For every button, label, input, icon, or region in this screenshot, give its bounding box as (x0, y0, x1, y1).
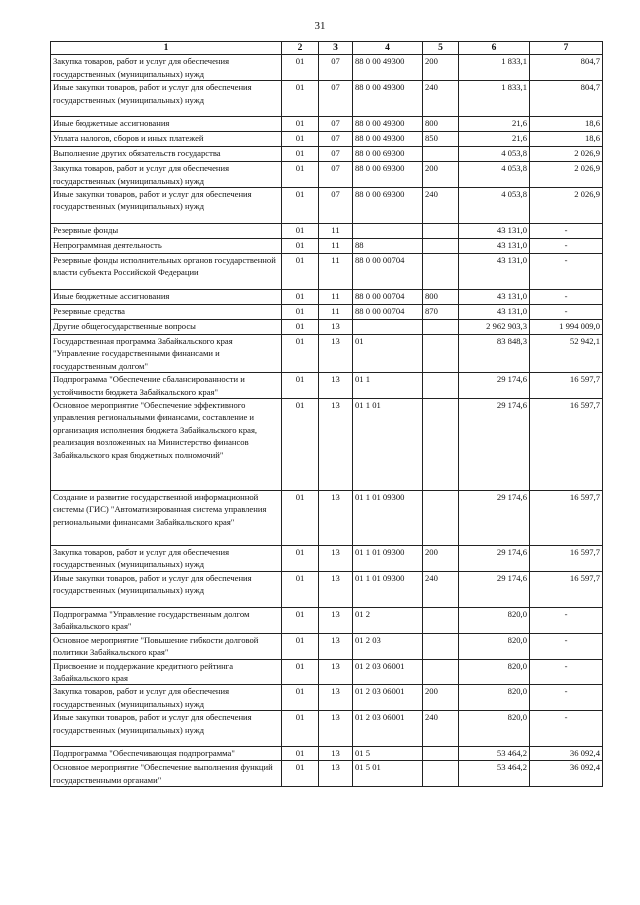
table-row (51, 254, 603, 290)
row-subsection: 11 (319, 239, 353, 254)
row-expense-type (423, 239, 459, 254)
row-amount-year2: - (530, 659, 603, 685)
row-expense-type: 240 (423, 81, 459, 117)
row-description: Резервные средства (51, 305, 282, 320)
row-section: 01 (282, 117, 319, 132)
row-description: Присвоение и поддержание кредитного рейтинга Забайкальского края (51, 659, 282, 685)
row-description: Подпрограмма "Обеспечение сбалансированности и устойчивости бюджета Забайкальского края" (51, 373, 282, 399)
row-section: 01 (282, 305, 319, 320)
row-amount-year1: 43 131,0 (459, 224, 530, 239)
table-row (51, 607, 603, 633)
row-subsection: 13 (319, 607, 353, 633)
column-header: 6 (459, 42, 530, 55)
row-description: Подпрограмма "Обеспечивающая подпрограмма" (51, 747, 282, 761)
row-amount-year1: 1 833,1 (459, 55, 530, 81)
column-header: 1 (51, 42, 282, 55)
row-subsection: 13 (319, 685, 353, 711)
table-row (51, 162, 603, 188)
table-header-row (51, 42, 603, 55)
row-section: 01 (282, 147, 319, 162)
row-section: 01 (282, 335, 319, 373)
row-amount-year2: - (530, 685, 603, 711)
row-target-article: 88 0 00 00704 (353, 290, 423, 305)
table-row (51, 132, 603, 147)
row-target-article: 01 1 (353, 373, 423, 399)
row-target-article: 01 1 01 09300 (353, 571, 423, 607)
row-target-article: 88 0 00 69300 (353, 162, 423, 188)
row-amount-year1: 1 833,1 (459, 81, 530, 117)
row-target-article: 88 0 00 69300 (353, 147, 423, 162)
row-target-article: 88 0 00 49300 (353, 55, 423, 81)
table-row (51, 711, 603, 747)
row-description: Иные бюджетные ассигнования (51, 117, 282, 132)
row-expense-type (423, 607, 459, 633)
table-row (51, 491, 603, 546)
row-amount-year2: 2 026,9 (530, 188, 603, 224)
table-row (51, 305, 603, 320)
row-subsection: 13 (319, 761, 353, 787)
row-subsection: 13 (319, 335, 353, 373)
row-target-article (353, 224, 423, 239)
row-description: Создание и развитие государственной информационной системы (ГИС) "Автоматизированная система управления региональными финансами Забайкальского края" (51, 491, 282, 546)
row-amount-year1: 43 131,0 (459, 305, 530, 320)
column-header: 2 (282, 42, 319, 55)
row-amount-year1: 43 131,0 (459, 254, 530, 290)
row-amount-year1: 29 174,6 (459, 546, 530, 572)
row-description: Иные закупки товаров, работ и услуг для обеспечения государственных (муниципальных) нужд (51, 188, 282, 224)
row-description: Государственная программа Забайкальского края "Управление государственными финансами и государственным долгом" (51, 335, 282, 373)
column-header: 5 (423, 42, 459, 55)
row-section: 01 (282, 761, 319, 787)
row-subsection: 13 (319, 633, 353, 659)
row-amount-year2: 18,6 (530, 117, 603, 132)
row-amount-year2: 804,7 (530, 55, 603, 81)
row-description: Основное мероприятие "Повышение гибкости долговой политики Забайкальского края" (51, 633, 282, 659)
row-target-article: 88 0 00 49300 (353, 117, 423, 132)
row-expense-type: 200 (423, 685, 459, 711)
row-amount-year2: 16 597,7 (530, 491, 603, 546)
page-number: 31 (314, 20, 326, 32)
row-section: 01 (282, 132, 319, 147)
row-section: 01 (282, 162, 319, 188)
row-amount-year1: 53 464,2 (459, 761, 530, 787)
row-description: Закупка товаров, работ и услуг для обеспечения государственных (муниципальных) нужд (51, 685, 282, 711)
row-amount-year1: 820,0 (459, 685, 530, 711)
row-description: Основное мероприятие "Обеспечение выполнения функций государственными органами" (51, 761, 282, 787)
row-amount-year2: 18,6 (530, 132, 603, 147)
row-target-article: 01 (353, 335, 423, 373)
row-expense-type: 850 (423, 132, 459, 147)
row-subsection: 11 (319, 305, 353, 320)
row-amount-year2: 804,7 (530, 81, 603, 117)
row-description: Уплата налогов, сборов и иных платежей (51, 132, 282, 147)
row-section: 01 (282, 254, 319, 290)
row-amount-year1: 820,0 (459, 633, 530, 659)
row-amount-year1: 4 053,8 (459, 147, 530, 162)
row-expense-type: 200 (423, 162, 459, 188)
row-target-article: 01 1 01 09300 (353, 546, 423, 572)
row-expense-type (423, 147, 459, 162)
row-expense-type (423, 373, 459, 399)
row-description: Иные закупки товаров, работ и услуг для обеспечения государственных (муниципальных) нужд (51, 81, 282, 117)
row-section: 01 (282, 399, 319, 491)
table-row (51, 188, 603, 224)
row-description: Иные закупки товаров, работ и услуг для обеспечения государственных (муниципальных) нужд (51, 711, 282, 747)
row-amount-year2: - (530, 305, 603, 320)
row-description: Закупка товаров, работ и услуг для обеспечения государственных (муниципальных) нужд (51, 55, 282, 81)
row-expense-type: 240 (423, 571, 459, 607)
table-row (51, 147, 603, 162)
row-subsection: 13 (319, 399, 353, 491)
row-amount-year2: - (530, 224, 603, 239)
row-description: Резервные фонды исполнительных органов государственной власти субъекта Российской Федерации (51, 254, 282, 290)
row-target-article: 88 0 00 49300 (353, 81, 423, 117)
row-target-article (353, 320, 423, 335)
row-amount-year2: 36 092,4 (530, 761, 603, 787)
row-section: 01 (282, 659, 319, 685)
row-subsection: 07 (319, 55, 353, 81)
row-subsection: 11 (319, 224, 353, 239)
row-expense-type (423, 659, 459, 685)
row-target-article: 01 2 03 06001 (353, 685, 423, 711)
row-amount-year1: 43 131,0 (459, 290, 530, 305)
row-section: 01 (282, 633, 319, 659)
row-subsection: 07 (319, 188, 353, 224)
row-subsection: 13 (319, 711, 353, 747)
row-section: 01 (282, 607, 319, 633)
row-description: Закупка товаров, работ и услуг для обеспечения государственных (муниципальных) нужд (51, 546, 282, 572)
row-subsection: 07 (319, 81, 353, 117)
column-header: 4 (353, 42, 423, 55)
row-description: Выполнение других обязательств государства (51, 147, 282, 162)
row-amount-year1: 4 053,8 (459, 162, 530, 188)
row-description: Иные закупки товаров, работ и услуг для обеспечения государственных (муниципальных) нужд (51, 571, 282, 607)
table-row (51, 320, 603, 335)
row-target-article: 01 2 (353, 607, 423, 633)
row-expense-type: 800 (423, 117, 459, 132)
row-amount-year1: 2 962 903,3 (459, 320, 530, 335)
row-amount-year2: 16 597,7 (530, 546, 603, 572)
row-section: 01 (282, 239, 319, 254)
row-subsection: 13 (319, 747, 353, 761)
row-section: 01 (282, 571, 319, 607)
row-target-article: 01 2 03 06001 (353, 659, 423, 685)
row-expense-type (423, 761, 459, 787)
row-section: 01 (282, 224, 319, 239)
row-expense-type (423, 224, 459, 239)
table-row (51, 761, 603, 787)
row-amount-year1: 820,0 (459, 711, 530, 747)
row-expense-type: 200 (423, 546, 459, 572)
row-amount-year1: 820,0 (459, 607, 530, 633)
table-row (51, 659, 603, 685)
table-row (51, 81, 603, 117)
row-description: Другие общегосударственные вопросы (51, 320, 282, 335)
row-description: Основное мероприятие "Обеспечение эффективного управления региональными финансами, составление и организация исполнения бюджета Забайкальского края, реализация возложенных на Министерство финансов Забайкальского края бюджетных полномочий" (51, 399, 282, 491)
row-section: 01 (282, 546, 319, 572)
row-target-article: 01 5 01 (353, 761, 423, 787)
row-amount-year1: 21,6 (459, 117, 530, 132)
row-amount-year1: 43 131,0 (459, 239, 530, 254)
row-section: 01 (282, 320, 319, 335)
column-header: 3 (319, 42, 353, 55)
row-subsection: 11 (319, 290, 353, 305)
row-amount-year2: 16 597,7 (530, 571, 603, 607)
row-amount-year2: 36 092,4 (530, 747, 603, 761)
row-amount-year2: - (530, 239, 603, 254)
row-expense-type (423, 747, 459, 761)
row-description: Непрограммная деятельность (51, 239, 282, 254)
row-section: 01 (282, 188, 319, 224)
row-amount-year1: 29 174,6 (459, 571, 530, 607)
row-section: 01 (282, 290, 319, 305)
row-amount-year2: - (530, 607, 603, 633)
row-section: 01 (282, 373, 319, 399)
row-subsection: 07 (319, 162, 353, 188)
row-expense-type (423, 491, 459, 546)
row-expense-type: 240 (423, 188, 459, 224)
row-expense-type: 200 (423, 55, 459, 81)
row-expense-type: 870 (423, 305, 459, 320)
row-section: 01 (282, 81, 319, 117)
row-amount-year1: 29 174,6 (459, 399, 530, 491)
row-target-article: 01 1 01 09300 (353, 491, 423, 546)
row-subsection: 11 (319, 254, 353, 290)
row-amount-year1: 820,0 (459, 659, 530, 685)
row-section: 01 (282, 747, 319, 761)
row-target-article: 01 2 03 06001 (353, 711, 423, 747)
row-amount-year1: 4 053,8 (459, 188, 530, 224)
table-row (51, 55, 603, 81)
row-section: 01 (282, 685, 319, 711)
row-amount-year2: - (530, 254, 603, 290)
column-header: 7 (530, 42, 603, 55)
row-expense-type (423, 254, 459, 290)
row-amount-year2: - (530, 711, 603, 747)
row-subsection: 07 (319, 147, 353, 162)
row-amount-year2: - (530, 290, 603, 305)
row-amount-year2: - (530, 633, 603, 659)
budget-table (50, 41, 603, 787)
row-subsection: 13 (319, 571, 353, 607)
row-amount-year1: 29 174,6 (459, 491, 530, 546)
row-amount-year2: 16 597,7 (530, 373, 603, 399)
row-target-article: 88 0 00 69300 (353, 188, 423, 224)
row-amount-year1: 83 848,3 (459, 335, 530, 373)
row-subsection: 07 (319, 117, 353, 132)
row-target-article: 88 (353, 239, 423, 254)
row-amount-year1: 29 174,6 (459, 373, 530, 399)
row-amount-year1: 53 464,2 (459, 747, 530, 761)
row-subsection: 13 (319, 373, 353, 399)
row-expense-type (423, 633, 459, 659)
row-subsection: 07 (319, 132, 353, 147)
table-row (51, 571, 603, 607)
row-amount-year2: 2 026,9 (530, 147, 603, 162)
row-section: 01 (282, 55, 319, 81)
row-target-article: 01 5 (353, 747, 423, 761)
table-row (51, 399, 603, 491)
row-description: Резервные фонды (51, 224, 282, 239)
row-subsection: 13 (319, 320, 353, 335)
table-row (51, 546, 603, 572)
row-subsection: 13 (319, 659, 353, 685)
row-target-article: 88 0 00 00704 (353, 305, 423, 320)
row-amount-year2: 16 597,7 (530, 399, 603, 491)
row-target-article: 88 0 00 49300 (353, 132, 423, 147)
row-expense-type (423, 335, 459, 373)
row-description: Подпрограмма "Управление государственным долгом Забайкальского края" (51, 607, 282, 633)
table-row (51, 117, 603, 132)
row-section: 01 (282, 491, 319, 546)
table-row (51, 633, 603, 659)
row-expense-type (423, 320, 459, 335)
row-subsection: 13 (319, 491, 353, 546)
table-row (51, 747, 603, 761)
row-target-article: 88 0 00 00704 (353, 254, 423, 290)
row-target-article: 01 1 01 (353, 399, 423, 491)
table-row (51, 373, 603, 399)
row-target-article: 01 2 03 (353, 633, 423, 659)
table-row (51, 239, 603, 254)
row-expense-type (423, 399, 459, 491)
row-expense-type: 800 (423, 290, 459, 305)
row-description: Иные бюджетные ассигнования (51, 290, 282, 305)
table-row (51, 290, 603, 305)
row-expense-type: 240 (423, 711, 459, 747)
row-description: Закупка товаров, работ и услуг для обеспечения государственных (муниципальных) нужд (51, 162, 282, 188)
table-row (51, 335, 603, 373)
row-subsection: 13 (319, 546, 353, 572)
row-amount-year2: 52 942,1 (530, 335, 603, 373)
row-amount-year2: 1 994 009,0 (530, 320, 603, 335)
row-amount-year1: 21,6 (459, 132, 530, 147)
table-row (51, 224, 603, 239)
row-section: 01 (282, 711, 319, 747)
table-row (51, 685, 603, 711)
row-amount-year2: 2 026,9 (530, 162, 603, 188)
